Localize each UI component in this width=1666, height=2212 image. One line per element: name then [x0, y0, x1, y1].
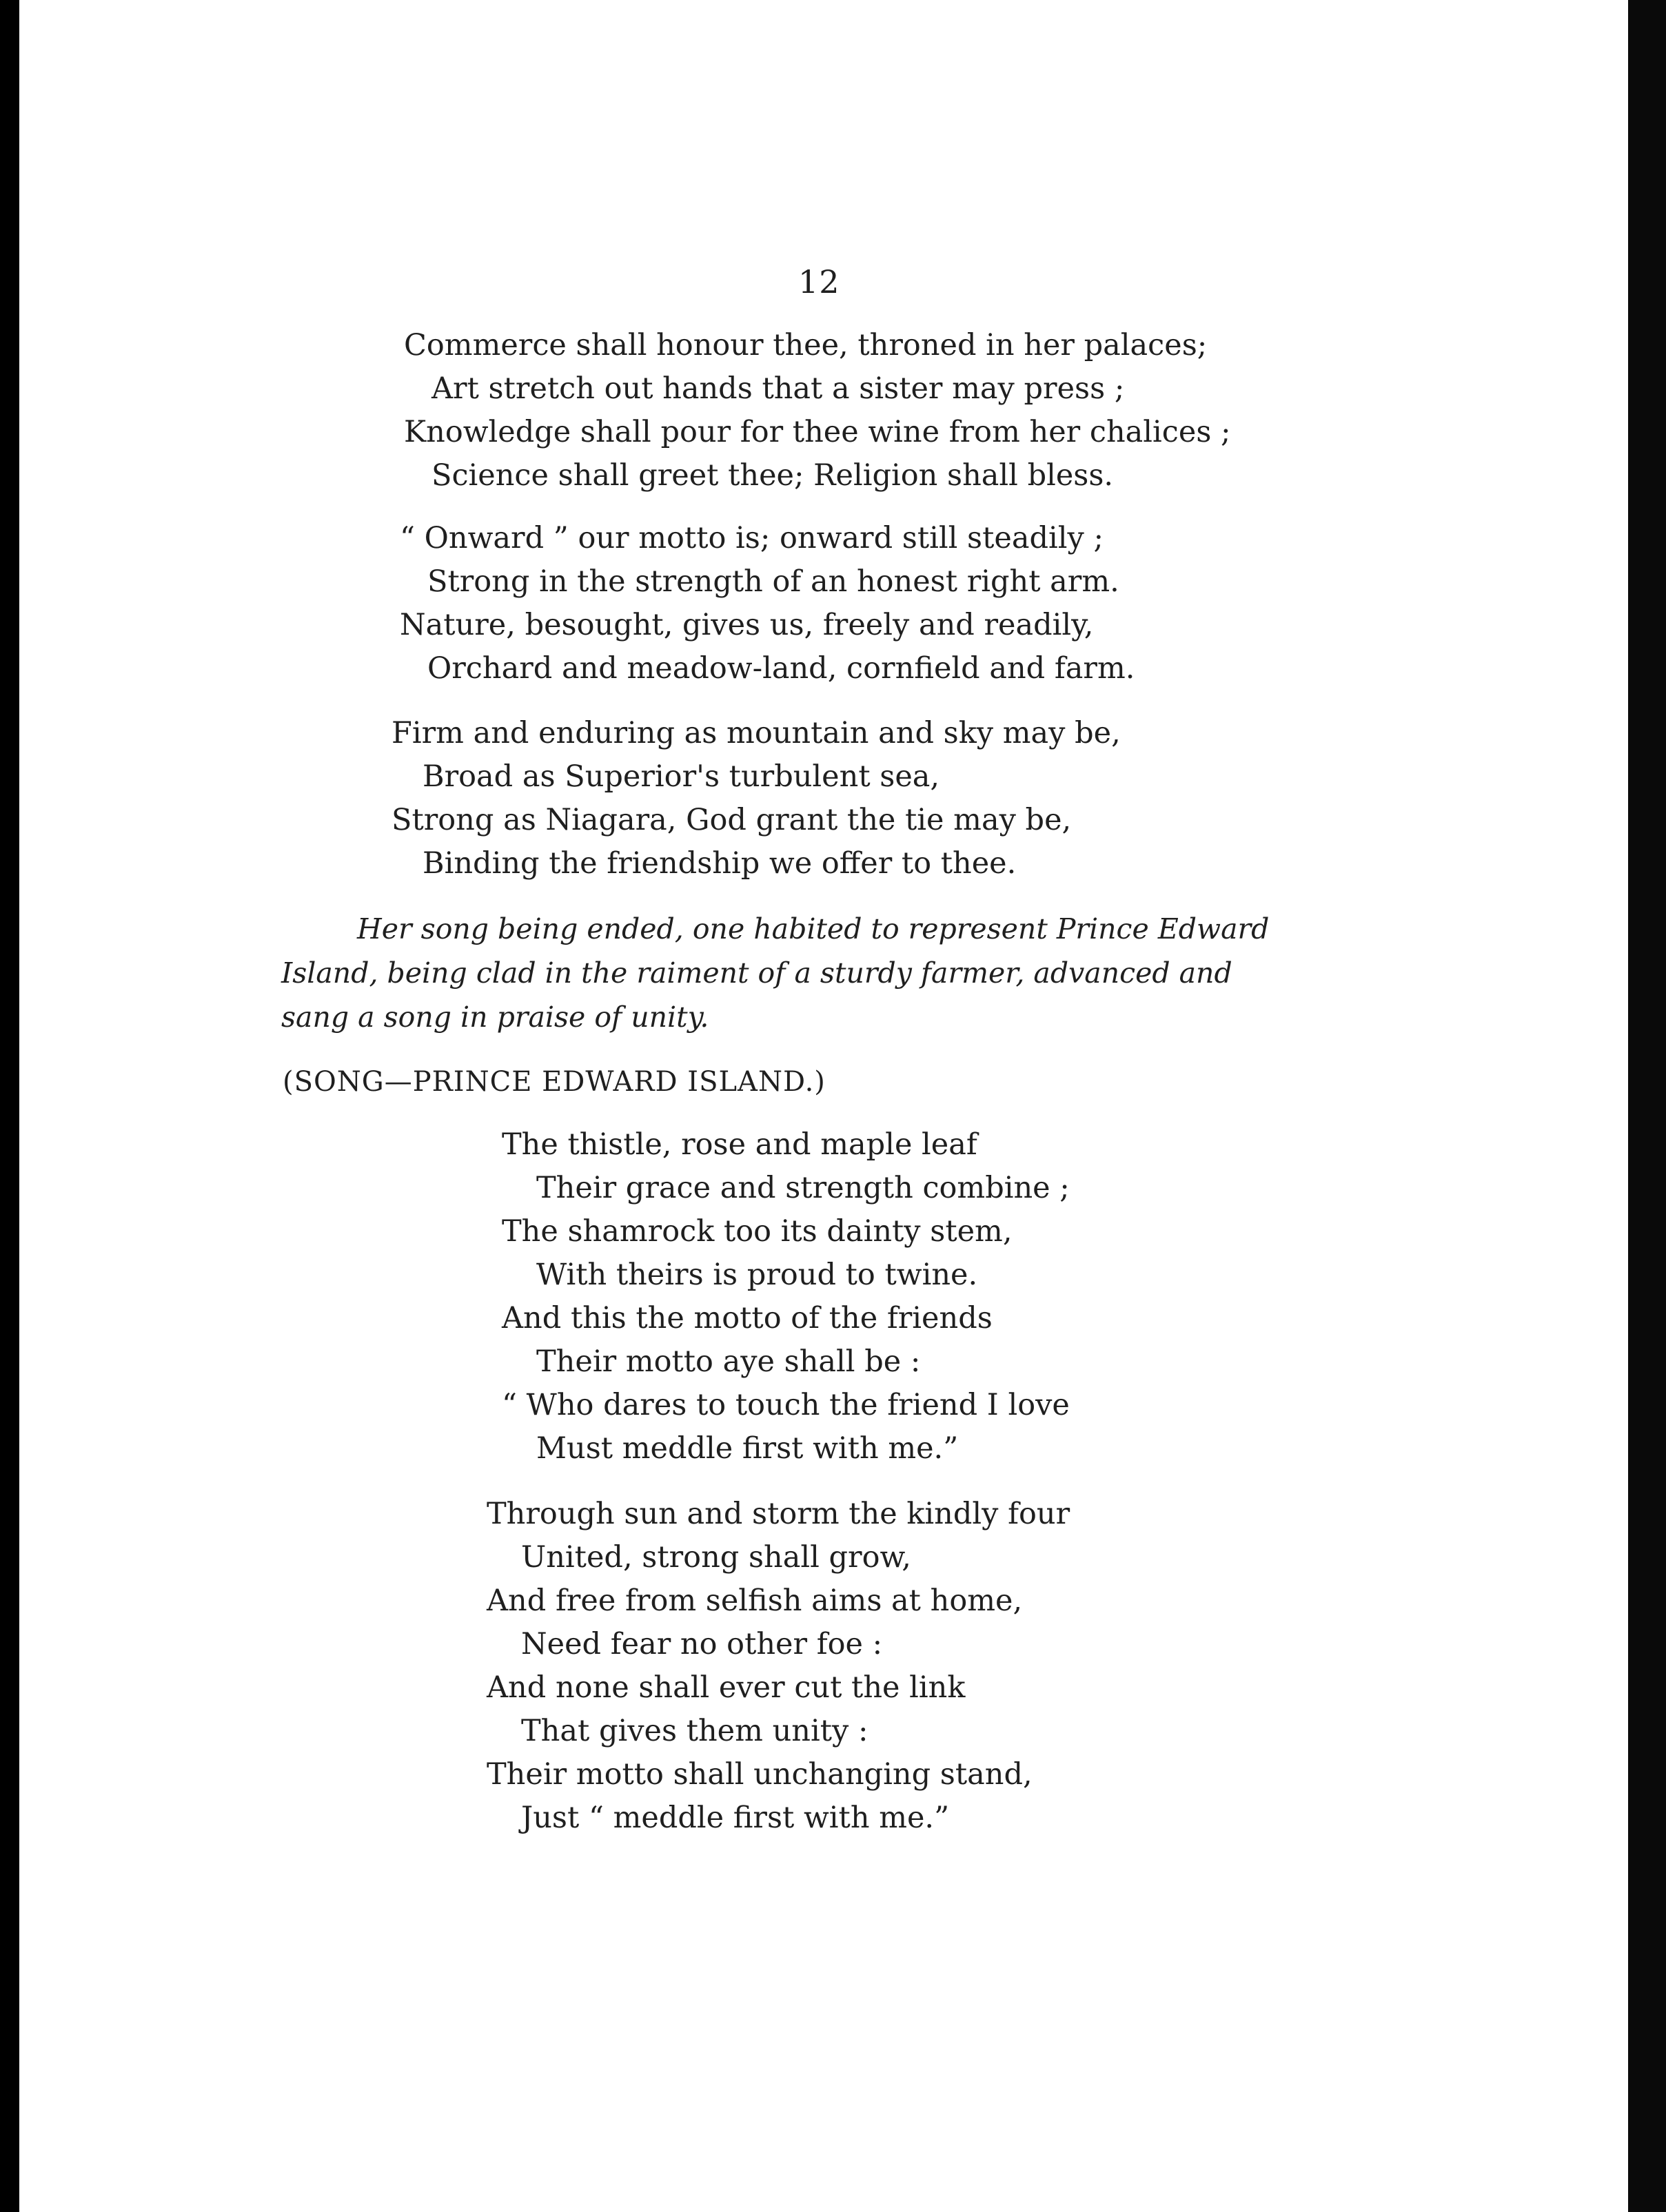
poem-line: Broad as Superior's turbulent sea, [423, 759, 940, 794]
poem-line: Their grace and strength combine ; [536, 1171, 1070, 1205]
poem-line: Their motto aye shall be : [536, 1344, 921, 1379]
poem-line: Commerce shall honour thee, throned in her palaces; [404, 328, 1208, 362]
poem-line: Through sun and storm the kindly four [487, 1497, 1070, 1531]
poem-line: With theirs is proud to twine. [536, 1258, 978, 1292]
poem-line: Orchard and meadow-land, cornfield and farm. [427, 651, 1135, 686]
poem-line: And none shall ever cut the link [487, 1670, 966, 1705]
scan-border-right [1628, 0, 1666, 2212]
poem-2-stanza-1 [502, 1123, 1070, 1471]
poem-line: Art stretch out hands that a sister may press ; [431, 371, 1125, 406]
poem-line: Strong in the strength of an honest right arm. [427, 564, 1119, 599]
poem-2-stanza-2 [487, 1493, 1070, 1840]
poem-line: And free from selfish aims at home, [487, 1584, 1023, 1618]
poem-line: Binding the friendship we offer to thee. [423, 846, 1017, 881]
poem-1-stanza-3 [392, 712, 1121, 885]
poem-line: Strong as Niagara, God grant the tie may be, [392, 803, 1072, 837]
narration-line: Her song being ended, one habited to represent Prince Edward [357, 912, 1270, 945]
poem-line: Need fear no other foe : [521, 1627, 883, 1661]
narration-line: Island, being clad in the raiment of a sturdy farmer, advanced and [281, 956, 1232, 990]
poem-line: “ Who dares to touch the friend I love [502, 1388, 1070, 1422]
poem-line: Science shall greet thee; Religion shall bless. [431, 458, 1114, 493]
poem-line: Nature, besought, gives us, freely and readily, [400, 608, 1094, 642]
poem-line: Their motto shall unchanging stand, [487, 1757, 1033, 1792]
poem-line: Firm and enduring as mountain and sky may be, [392, 716, 1121, 750]
poem-line: Knowledge shall pour for thee wine from her chalices ; [404, 415, 1231, 449]
poem-line: And this the motto of the friends [502, 1301, 993, 1335]
poem-1-stanza-1 [404, 324, 1231, 498]
stage-direction [281, 907, 1298, 1039]
poem-line: Must meddle first with me.” [536, 1431, 959, 1466]
page-number: 12 [798, 263, 840, 300]
poem-line: Just “ meddle first with me.” [521, 1801, 950, 1835]
poem-1-stanza-2 [400, 517, 1135, 690]
poem-line: United, strong shall grow, [521, 1540, 911, 1575]
poem-line: The thistle, rose and maple leaf [502, 1127, 977, 1162]
poem-line: That gives them unity : [521, 1714, 868, 1748]
song-heading: (SONG—PRINCE EDWARD ISLAND.) [283, 1066, 826, 1098]
poem-line: The shamrock too its dainty stem, [502, 1214, 1013, 1249]
poem-line: “ Onward ” our motto is; onward still steadily ; [400, 521, 1104, 555]
narration-line: sang a song in praise of unity. [281, 1001, 709, 1034]
document-page [19, 0, 1634, 2212]
